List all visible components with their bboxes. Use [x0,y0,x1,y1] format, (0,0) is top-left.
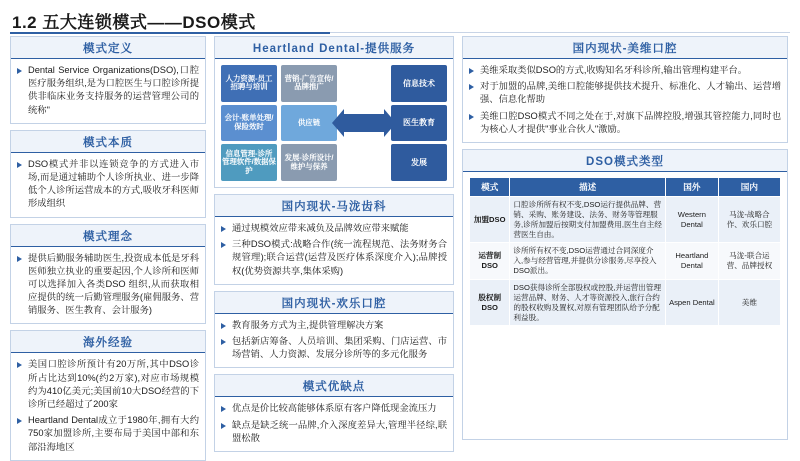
overseas-experience-list [17,358,199,453]
card-mode-definition [10,36,206,124]
column-header-mode: 模式 [470,177,510,196]
cell-mode: 股权制DSO [470,279,510,325]
list-item: Heartland Dental成立于1980年,拥有大约750家加盟诊所,主要布局于美国中部和东部沿海地区 [17,414,199,454]
cell-domestic: 美维 [718,279,780,325]
table-row [470,243,781,280]
diagram-cell: 发展 [391,144,447,181]
card-domestic-mawei [214,194,454,285]
diagram-cell: 信息管理-诊所管理软件/数据保护 [221,144,277,181]
cell-abroad: Heartland Dental [665,243,718,280]
card-mode-concept [10,224,206,325]
card-domestic-mawei-header: 国内现状-马泷齿科 [215,195,453,217]
card-mode-definition-header: 模式定义 [11,37,205,59]
domestic-weiwei-list [469,64,781,136]
diagram-mid-column [281,65,337,181]
list-item: 优点是价比较高能够体系原有客户降低现金流压力 [221,402,447,415]
page-title: 1.2 五大连锁模式——DSO模式 [12,13,256,32]
card-dso-types [462,149,788,440]
card-pros-cons-header: 模式优缺点 [215,375,453,397]
column-left [10,36,206,452]
column-header-domestic: 国内 [718,177,780,196]
card-pros-cons [214,374,454,452]
list-item: 包括新店筹备、人员培训、集团采购、门店运营、市场营销、人力资源、发展分诊所等的多元化服务 [221,335,447,361]
heartland-service-diagram [215,59,453,187]
title-area [10,8,790,36]
list-item: 通过规模效应带来减负及品牌效应带来赋能 [221,222,447,235]
cell-abroad: Western Dental [665,196,718,242]
diagram-cell: 营销-广告宣传/品牌推广 [281,65,337,102]
card-domestic-weiwei [462,36,788,143]
list-item: Dental Service Organizations(DSO),口腔医疗服务组织,是为口腔医生与口腔诊所提供非临床业务支持服务的运营管理公司的统称" [17,64,199,117]
diagram-cell: 会计-账单处理/保险效时 [221,105,277,142]
cell-abroad: Aspen Dental [665,279,718,325]
mode-definition-list [17,64,199,117]
cell-mode: 运营制DSO [470,243,510,280]
cell-desc: DSO获得诊所全部股权或控股,并运营出管理运营品牌、财务、人才等资源投入,旅行合约的股权收购及置权,对原有管理团队给予分配利益股。 [510,279,666,325]
diagram-left-column [221,65,277,181]
card-domestic-weiwei-header: 国内现状-美维口腔 [463,37,787,59]
table-row [470,279,781,325]
table-row [470,196,781,242]
cell-mode: 加盟DSO [470,196,510,242]
list-item: 教育服务方式为主,提供管理解决方案 [221,319,447,332]
list-item: 美维口腔DSO模式不同之处在于,对旗下品牌控股,增强其管控能力,同时也为核心人才提供"事业合伙人"激励。 [469,110,781,136]
column-header-abroad: 国外 [665,177,718,196]
content-columns [10,36,790,452]
cell-desc: 诊所所有权不变,DSO运营通过合同深度介入,参与经营管理,并提供分诊服务,尽享投入DSO派出。 [510,243,666,280]
diagram-cell: 信息技术 [391,65,447,102]
list-item: 缺点是缺乏统一品牌,介入深度差异大,管理半径综,联盟松散 [221,419,447,445]
card-heartland-header: Heartland Dental-提供服务 [215,37,453,59]
diagram-cell: 供应链 [281,105,337,142]
diagram-cell: 人力资源-员工招聘与培训 [221,65,277,102]
list-item: 对于加盟的品牌,美维口腔能够提供技术提升、标准化、人才输出、运营增强、信息化帮助 [469,80,781,106]
diagram-cell: 发展-诊所设计/维护与保养 [281,144,337,181]
card-mode-essence [10,130,206,218]
diagram-arrow-wrap [341,65,387,181]
card-dso-types-header: DSO模式类型 [463,150,787,172]
dso-types-table [469,177,781,326]
title-underline-accent [10,32,330,34]
mode-essence-list [17,158,199,211]
cell-domestic: 马泷-联合运营、品牌授权 [718,243,780,280]
cell-domestic: 马泷-战略合作、欢乐口腔 [718,196,780,242]
list-item: 提供后勤服务辅助医生,投资成本低是牙科医师独立执业的重要起因,个人诊所和医师可以选择加入各类DSO 组织,从而获取相应提供的统一后勤管理服务(雇佣服务、营销服务、医生教育、会计服务) [17,252,199,318]
card-domestic-huanle [214,291,454,369]
card-mode-concept-header: 模式理念 [11,225,205,247]
diagram-right-column [391,65,447,181]
double-arrow-icon [344,114,384,132]
column-middle [214,36,454,443]
card-mode-essence-header: 模式本质 [11,131,205,153]
table-header-row [470,177,781,196]
domestic-mawei-list [221,222,447,278]
list-item: 美国口腔诊所预计有20万所,其中DSO诊所占比达到10%(约2万家),对应市场规模约为410亿美元;美国前10大DSO经营的下诊所已经超过了200家 [17,358,199,411]
cell-desc: 口腔诊所所有权不变,DSO运行提供品牌、营销、采购、账务建设、法务、财务等管理服务,诊所加盟后按期支付加盟费用,医生自主经营医生自由。 [510,196,666,242]
mode-concept-list [17,252,199,318]
card-domestic-huanle-header: 国内现状-欢乐口腔 [215,292,453,314]
domestic-huanle-list [221,319,447,362]
list-item: DSO模式并非以连锁竞争的方式进入市场,而是通过辅助个人诊所执业、进一步降低个人诊所运营成本的方式,吸收牙科医师形成组织 [17,158,199,211]
card-overseas-experience-header: 海外经验 [11,331,205,353]
pros-cons-list [221,402,447,445]
diagram-cell: 医生教育 [391,105,447,142]
column-right [462,36,788,440]
column-header-desc: 描述 [510,177,666,196]
list-item: 美维采取类似DSO的方式,收购知名牙科诊所,输出管理构建平台。 [469,64,781,77]
card-heartland [214,36,454,188]
card-overseas-experience [10,330,206,460]
list-item: 三种DSO模式:战略合作(统一流程规范、法务财务合规管理);联合运营(运营及医疗体系深度介入);品牌授权(优势资源共享,集体采购) [221,238,447,278]
